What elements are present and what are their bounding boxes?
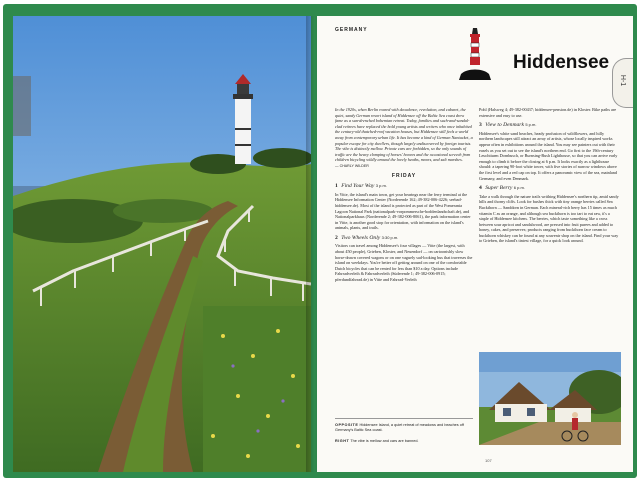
section-body-1: In Vitte, the island's main town, get your bearings near the ferry terminal at the Hiddensee Information Center (Norderende 162; 49-382-006-4226; seebad-hiddensee.de). Most of the island is protected as part of the West Pomerania Lagoon National Park (nationalpark-vorpommersche-boddenlandschaft.de), and Nationalparkhaus (Norderende 2; 49-382-006-8061), the park information center in Vitte, is another good stop for orientation, with information on the island's animals, plants, and trails.: [335, 191, 471, 231]
caption-right-text: The vibe is mellow and cars are banned.: [350, 439, 419, 443]
text-column-right: [479, 107, 619, 247]
section-body-3: Hiddensee's white sand beaches, heady profusion of wildflowers, and hilly northern landscapes still attract an array of artists, whose locally inspired works appear often in exhibitions around the island. You may see painters out with their easels as you set out to see the island's northern end. Go first to the 19th-century Leuchtturm Dornbusch, or Burnsing-Bush Lighthouse, so that you can arrive early enough to climb it before the closing at 6 p.m. It looks exactly as a lighthouse should: a tapering 90-foot white tower, with five stories of narrow windows above the first level and a red cap on top. It offers a panoramic view of the sea, mainland Germany, and even Denmark.: [479, 130, 618, 181]
text-column-left: [335, 107, 473, 286]
section-title: Super Berry: [485, 185, 513, 192]
section-time: 3:30 p.m.: [381, 234, 399, 240]
chapter-tab-label: H-1: [619, 74, 627, 87]
section-title: Two Wheels Only: [341, 234, 381, 241]
page-title: Hiddensee: [513, 52, 610, 73]
caption-right-label: RIGHT: [335, 439, 350, 443]
lighthouse-icon: [455, 24, 495, 96]
page-number: 107: [485, 458, 492, 463]
day-heading: FRIDAY: [391, 172, 417, 179]
section-heading-1: [335, 183, 473, 190]
right-page: [317, 16, 633, 472]
section-time: 3 p.m.: [375, 183, 387, 189]
section-time: 5 p.m.: [525, 122, 537, 128]
caption-opposite: [335, 423, 473, 433]
country-label: GERMANY: [335, 27, 368, 33]
section-number: 1: [335, 183, 338, 190]
section-heading-4: [479, 185, 619, 192]
section-number: 4: [479, 185, 482, 192]
book-spread: [3, 4, 637, 478]
left-page-photo: [13, 16, 311, 472]
photo-captions: [335, 418, 473, 450]
section-time: 6 p.m.: [513, 185, 525, 191]
caption-opposite-text: Hiddensee Island, a quiet retreat of meadows and beaches off Germany's Baltic Sea coast.: [335, 423, 464, 432]
intro-paragraph: In the 1920s, when Berlin roared with decadence, revolution, and cabaret, the quiet, sandy German resort island of Hiddensee off the Baltic Sea coast drew fame as a sun-drenched bohemian retreat. Today, families and such-and-sandal-clad retirees have replaced the bold young artists and writers who once inhabited the century-old thatched-roof vacation houses, but Hiddensee still feels a world away from contemporary urban life. It has become a kind of German Nantucket, a popular escape for city dwellers, though largely undiscovered by foreign tourists. The vibe is distinctly mellow. Private cars are forbidden, so the only sounds of traffic are the heavy clomping of horses' hooves and the occasional screech from children bicycling wildly around the lovely heaths, moors, and salt marshes.: [335, 107, 473, 163]
section-number: 3: [479, 122, 482, 129]
lighthouse-landscape-image: [13, 16, 311, 472]
chapter-tab: [612, 58, 633, 108]
cyclist-house-photo: [479, 352, 621, 445]
section-title: View to Denmark: [485, 122, 524, 129]
section-body-2-cont: Pohl (Halsweg 4; 49-382-00437; hiddensee-pension.de) in Kloster. Bike paths are extensive and easy to use.: [479, 107, 617, 118]
section-body-4: Take a walk through the nature trails writhing Hiddensee's northern tip, amid sandy hills and thorny cliffs. Look for bushes thick with tiny orange berries called Sea Buckthorn — Sanddorn in German. Each mineral-rich berry has 15 times as much vitamin C as an orange, and although sea buckthorn is too tart to eat raw, it's a staple of Hiddensee kitchens. The berries, which taste something like a cross between sour apricot and sandalwood, are pressed into fruit purees and added to honey, cakes, and preserves; products ranging from buckthorn face cream to buckthorn whiskey can be found at any souvenir shop on the island. Find your way to Grieben, the island's tiniest village, for a quick look around.: [479, 193, 619, 244]
section-title: Find Your Way: [341, 183, 375, 190]
intro-author: — CHARLY WILDER: [335, 163, 369, 168]
caption-right: [335, 439, 473, 444]
section-number: 2: [335, 234, 338, 241]
section-body-2: Visitors can travel among Hiddensee's four villages — Vitte (the largest, with about 450 people), Grieben, Kloster, and Neuendorf — on cartoonishly slow horse-drawn covered wagons or on one vaguely sad-looking bus that traverses the island on weekdays. You're better off getting around on one of the comfortable Dutch bicycles that can be rented for less than $10 a day. Options include Fahrradverleih & Fahrradverleih (Süderende 1; 49-382-006-0915; pferdundfahrrad.de) in Vitte and Fahrrad-Verleih: [335, 243, 473, 283]
caption-opposite-label: OPPOSITE: [335, 423, 359, 427]
section-heading-2: [335, 235, 473, 242]
section-heading-3: [479, 122, 619, 129]
